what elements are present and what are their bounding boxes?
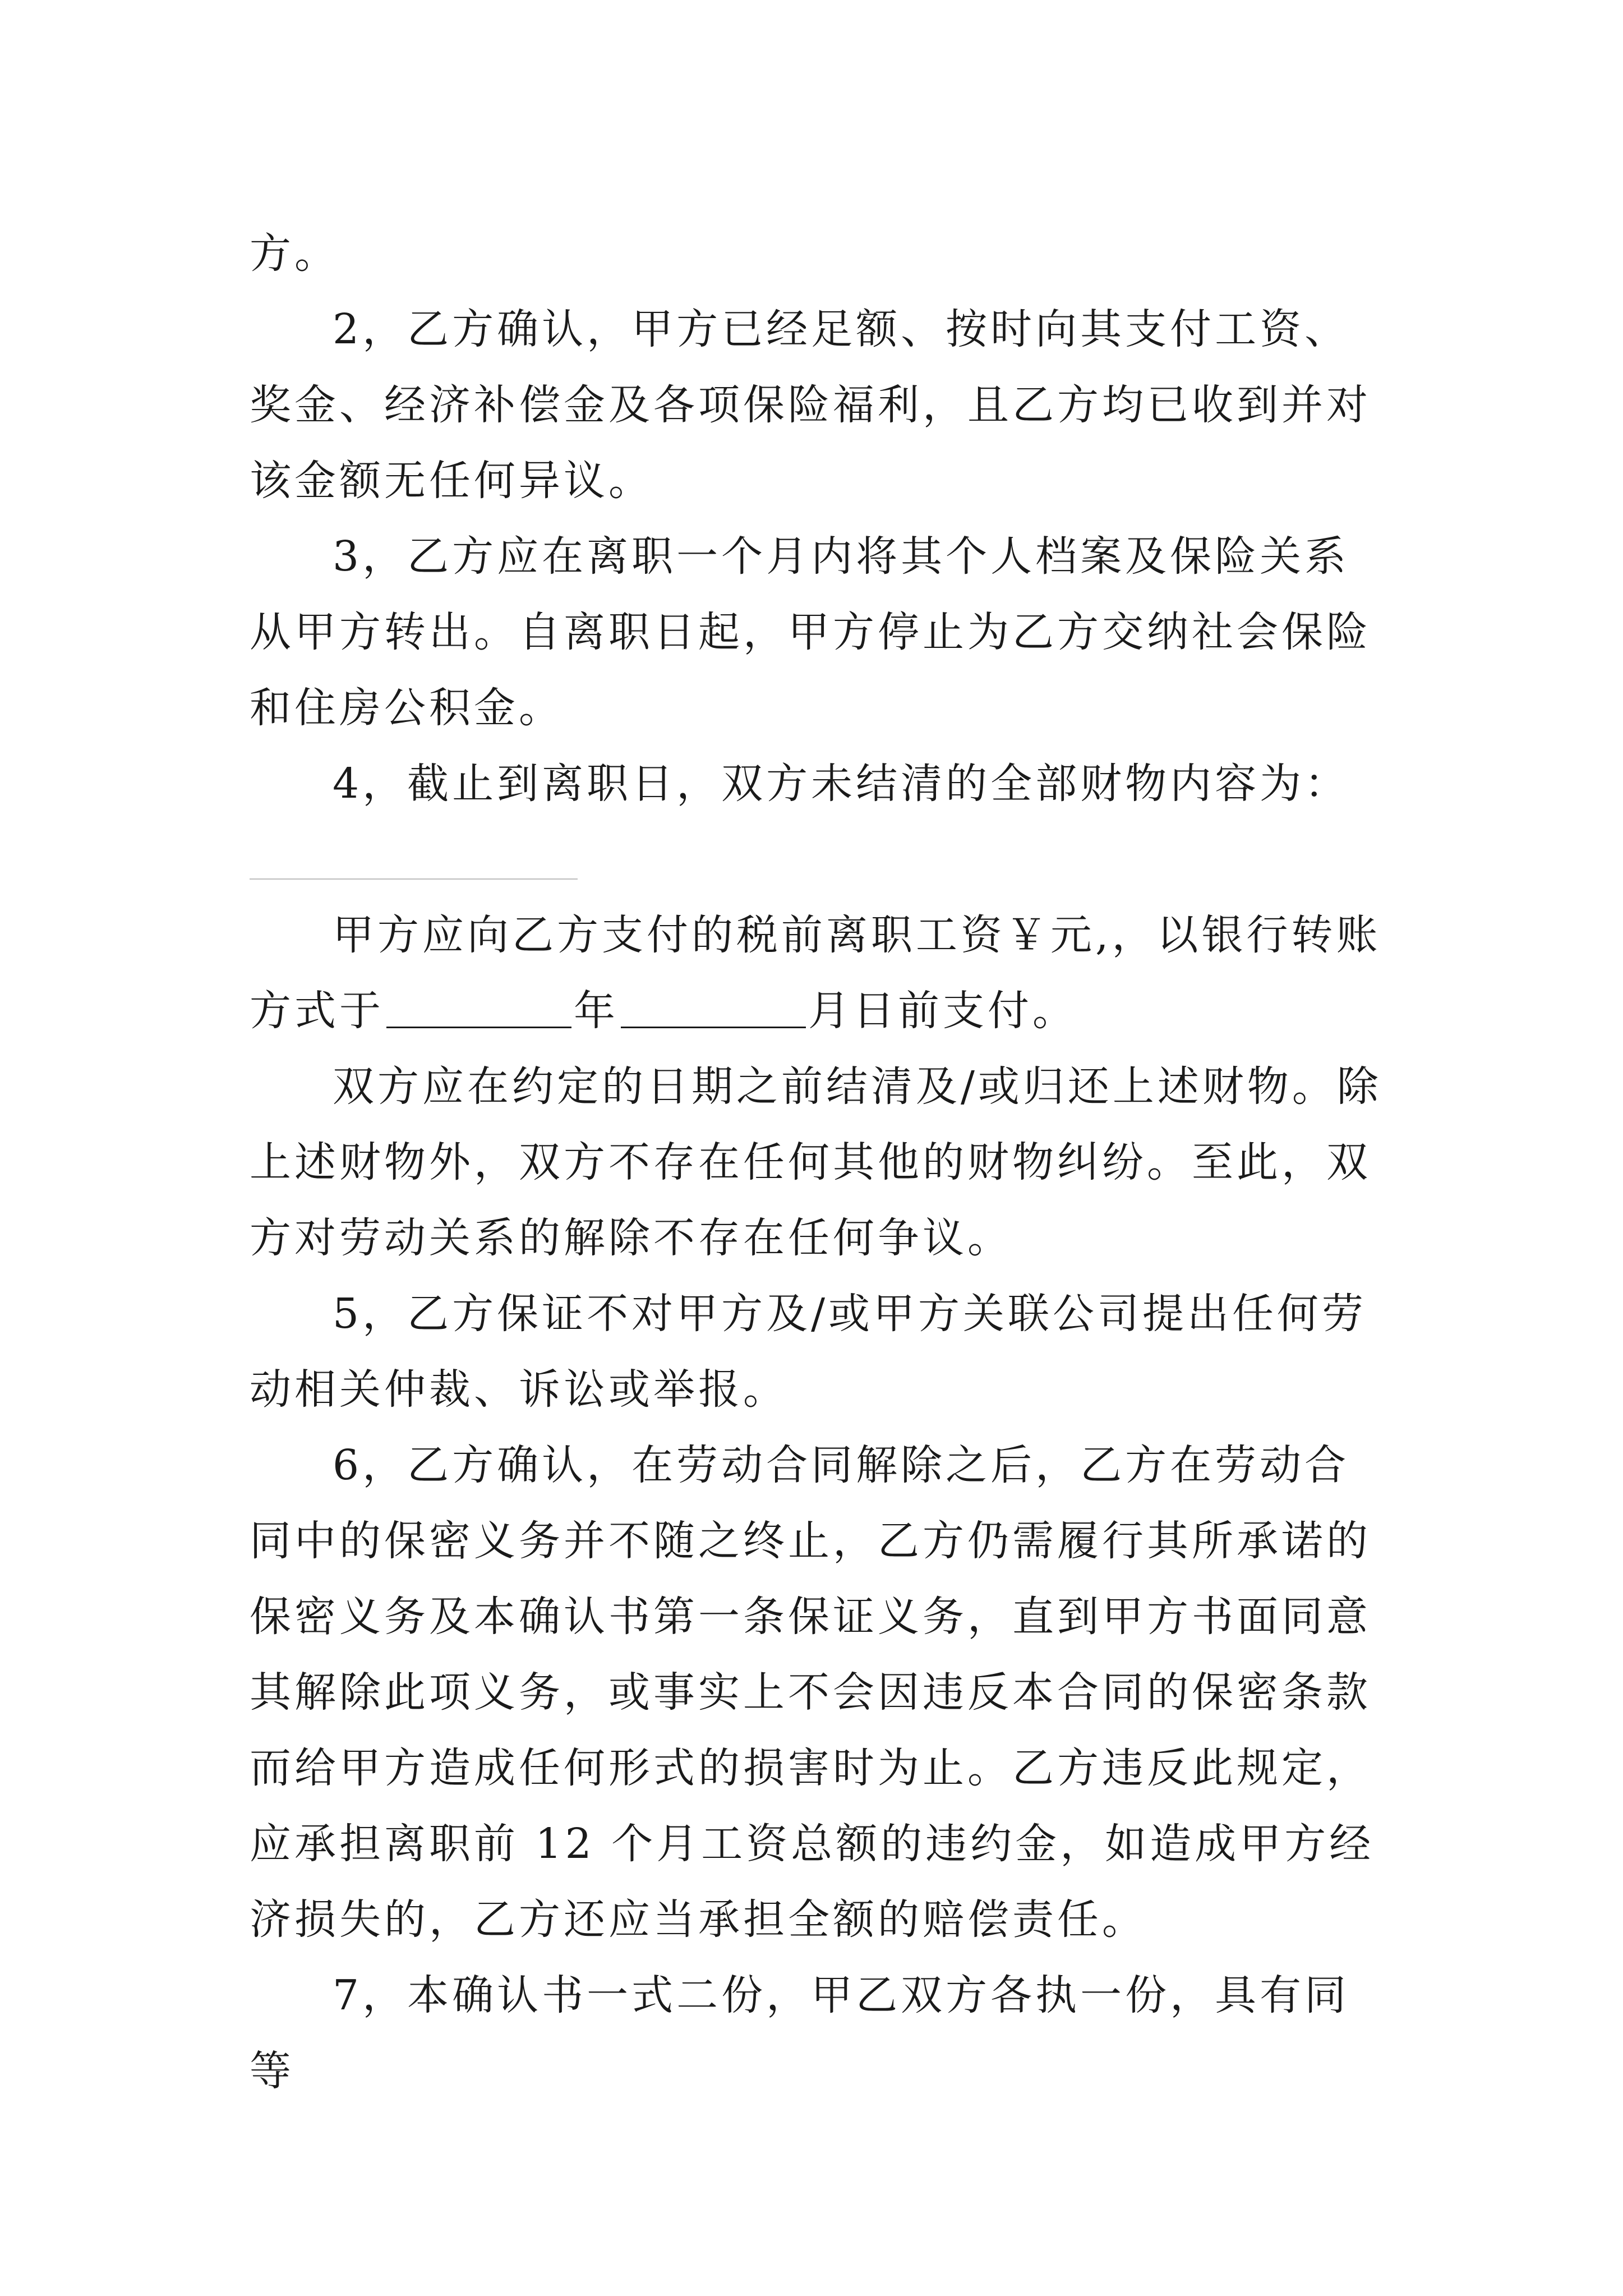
payment-date-prefix: 方式于: [250, 987, 384, 1035]
settlement-paragraph: 双方应在约定的日期之前结清及/或归还上述财物。除上述财物外，双方不存在任何其他的财物纠纷。至此，双方对劳动关系的解除不存在任何争议。: [250, 1062, 1382, 1262]
payment-date-suffix: 月日前支付。: [808, 987, 1077, 1035]
clause-5: 5，乙方保证不对甲方及/或甲方关联公司提出任何劳动相关仲裁、诉讼或举报。: [250, 1290, 1367, 1414]
payment-line: 甲方应向乙方支付的税前离职工资￥元,，以银行转账: [333, 911, 1381, 959]
month-blank: [621, 987, 806, 1028]
payment-date-year: 年: [574, 987, 619, 1035]
payment-date-line: [250, 973, 1388, 1049]
clause-7: 7，本确认书一式二份，甲乙双方各执一份，具有同等: [250, 1971, 1350, 2095]
clause-6: 6，乙方确认，在劳动合同解除之后，乙方在劳动合同中的保密义务并不随之终止，乙方仍需履行其所承诺的保密义务及本确认书第一条保证义务，直到甲方书面同意其解除此项义务，或事实上不会因违反本合同的保密条款而给甲方造成任何形式的损害时为止。乙方违反此规定，应承担离职前 12 个月工资总额的违约金，如造成甲方经济损失的，乙方还应当承担全额的赔偿责任。: [250, 1441, 1375, 1944]
section-upper: [250, 216, 1388, 822]
year-blank: [386, 987, 571, 1028]
divider-line: [250, 878, 578, 880]
section-lower: [250, 898, 1388, 2109]
clause-2: 2，乙方确认，甲方已经足额、按时向其支付工资、奖金、经济补偿金及各项保险福利，且乙方均已收到并对该金额无任何异议。: [250, 305, 1371, 505]
paragraph-continuation: 方。: [250, 229, 339, 278]
clause-3: 3，乙方应在离职一个月内将其个人档案及保险关系从甲方转出。自离职日起，甲方停止为乙方交纳社会保险和住房公积金。: [250, 532, 1371, 732]
clause-4: 4，截止到离职日，双方未结清的全部财物内容为：: [333, 760, 1350, 808]
